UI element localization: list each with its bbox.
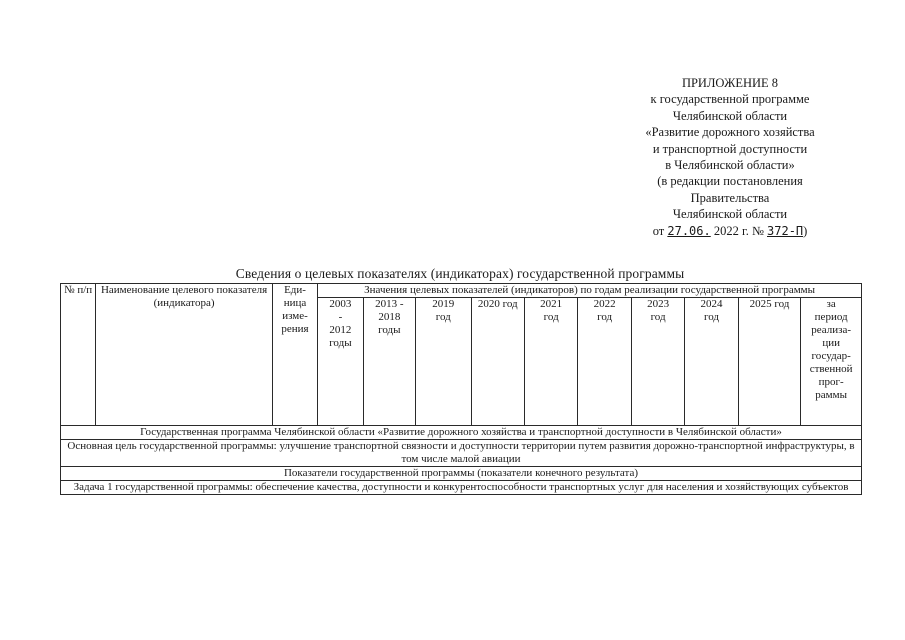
indicators-section-row: [61, 467, 862, 481]
appendix-line: в Челябинской области»: [665, 158, 795, 173]
year-cell: 2024 год: [685, 298, 738, 426]
appendix-date-line: [600, 223, 860, 239]
appendix-line: Правительства: [690, 190, 770, 205]
year-cell: 2013 - 2018 годы: [363, 298, 415, 426]
appendix-line: к государственной программе: [650, 92, 810, 107]
appendix-title: ПРИЛОЖЕНИЕ 8: [681, 76, 779, 90]
indicators-table: [60, 283, 862, 495]
appendix-line: «Развитие дорожного хозяйства: [645, 125, 815, 140]
year-cell: 2021 год: [524, 298, 577, 426]
year-cell: 2025 год: [738, 298, 801, 426]
appendix-line: и транспортной доступности: [652, 141, 808, 156]
header-num: № п/п: [61, 284, 96, 426]
header-unit: Еди- ница изме- рения: [272, 284, 317, 426]
task-row: [61, 481, 862, 495]
handwritten-date: 27.06.: [667, 223, 711, 238]
program-row: [61, 426, 862, 440]
year-cell: 2003 - 2012 годы: [318, 298, 363, 426]
year-cell: 2023 год: [631, 298, 684, 426]
appendix-line: Челябинской области: [672, 207, 788, 222]
date-prefix: от: [652, 223, 665, 238]
appendix-line: Челябинской области: [672, 108, 788, 123]
indicators-section-cell: Показатели государственной программы (показатели конечного результата): [61, 467, 862, 481]
handwritten-number: 372-П: [767, 223, 804, 238]
task-1-cell: Задача 1 государственной программы: обеспечение качества, доступности и конкурентоспособности транспортных услуг для населения и хозяйствующих субъектов: [61, 481, 862, 495]
program-name-cell: Государственная программа Челябинской области «Развитие дорожного хозяйства и транспортной доступности в Челябинской области»: [61, 426, 862, 440]
appendix-header: [600, 75, 860, 239]
year-cell-total-period: за период реализа- ции государ- ственной прог- раммы: [801, 298, 862, 426]
goal-row: [61, 440, 862, 467]
goal-cell: Основная цель государственной программы: улучшение транспортной связности и доступности территории путем развития дорожно-транспортной инфраструктуры, в том числе малой авиации: [61, 440, 862, 467]
year-cell: 2020 год: [471, 298, 524, 426]
year-cell: 2022 год: [578, 298, 631, 426]
header-indicator-name: Наименование целевого показателя (индикатора): [96, 284, 273, 426]
table-title: Сведения о целевых показателях (индикаторах) государственной программы: [235, 266, 685, 281]
year-text: 2022 г. №: [713, 223, 764, 238]
year-cell: 2019 год: [416, 298, 471, 426]
appendix-line: (в редакции постановления: [657, 174, 803, 189]
header-row: [61, 284, 862, 298]
header-values-group: Значения целевых показателей (индикаторов) по годам реализации государственной программы: [318, 284, 862, 298]
closing-parenthesis: ): [803, 223, 808, 238]
